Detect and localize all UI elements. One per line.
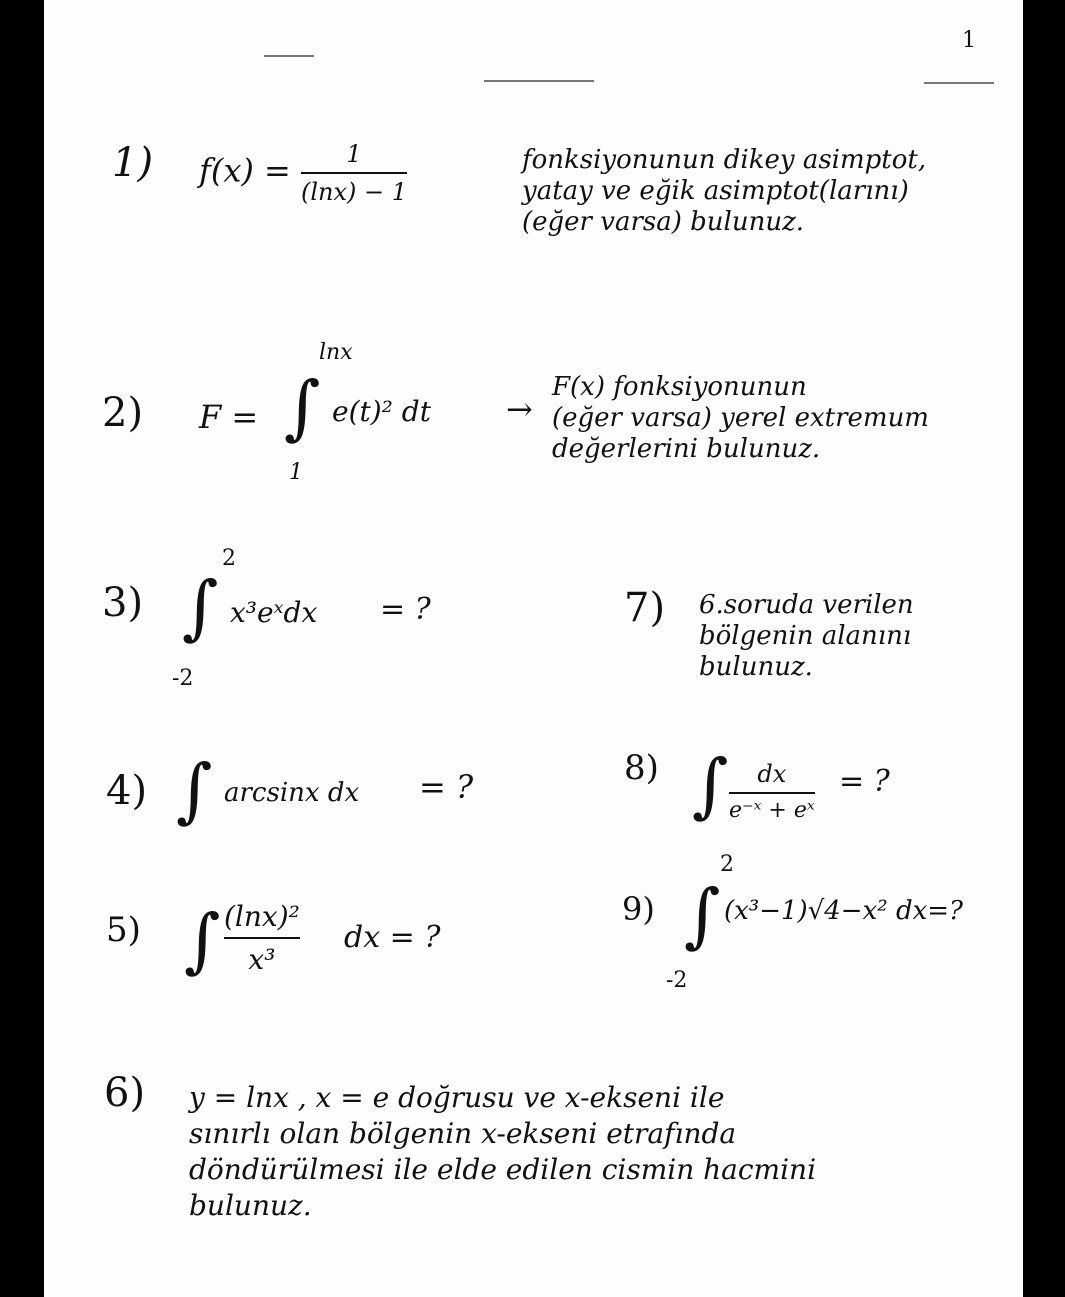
q7-text-line: 6.soruda verilen <box>699 590 914 620</box>
q5-fraction-wrap <box>224 900 300 976</box>
q9-number: 9) <box>622 890 655 928</box>
q6-text-line: sınırlı olan bölgenin x-ekseni etrafında <box>189 1117 737 1150</box>
q8-number: 8) <box>624 748 659 788</box>
q1-text-line: (eğer varsa) bulunuz. <box>522 207 805 237</box>
q4-number: 4) <box>106 768 148 814</box>
q4-tail: = ? <box>419 768 474 806</box>
q3-number: 3) <box>102 580 144 626</box>
page-number: 1 <box>962 28 976 53</box>
q2-text-line: değerlerini bulunuz. <box>552 434 821 464</box>
q1-function <box>199 140 407 206</box>
q5-number: 5) <box>106 910 141 950</box>
q2-text-line: (eğer varsa) yerel extremum <box>552 403 929 433</box>
worksheet-page <box>44 0 1023 1297</box>
q5-tail: dx = ? <box>344 920 441 955</box>
top-scribble-3 <box>924 82 994 84</box>
q5-denominator: x³ <box>248 943 276 976</box>
q1-denominator: (lnx) − 1 <box>301 178 408 206</box>
q7-text-line: bölgenin alanını <box>699 621 912 651</box>
q5-integral-sign: ∫ <box>184 899 221 981</box>
q6-text-line: döndürülmesi ile elde edilen cismin hacmini <box>189 1153 817 1186</box>
q1-text-line: yatay ve eğik asimptot(larını) <box>522 176 909 206</box>
top-scribble-2 <box>484 80 594 82</box>
q2-upper-limit: lnx <box>319 340 353 365</box>
q3-lower-limit: -2 <box>172 666 194 691</box>
q2-lower-limit: 1 <box>289 460 303 485</box>
q7-text-line: bulunuz. <box>699 652 813 682</box>
q2-lhs: F = <box>199 398 259 436</box>
q5-fraction-bar <box>224 937 300 939</box>
q5-numerator: (lnx)² <box>224 900 300 933</box>
q1-numerator: 1 <box>346 140 362 168</box>
q8-denominator: e⁻ˣ + eˣ <box>729 798 815 823</box>
q1-text-line: fonksiyonunun dikey asimptot, <box>522 145 927 175</box>
q2-number: 2) <box>102 390 144 436</box>
top-scribble-1 <box>264 55 314 57</box>
q7-text <box>699 590 914 683</box>
q1-number: 1) <box>112 140 154 186</box>
q4-integral-sign: ∫ <box>176 749 213 831</box>
q8-fraction-bar <box>729 792 815 794</box>
q1-fraction-bar <box>301 172 407 174</box>
q2-text-line: F(x) fonksiyonunun <box>552 372 807 402</box>
q3-tail: = ? <box>380 592 431 627</box>
q6-text-line: bulunuz. <box>189 1189 312 1222</box>
q4-integrand: arcsinx dx <box>224 778 360 808</box>
q8-numerator: dx <box>757 760 787 788</box>
q3-integral-sign: ∫ <box>182 566 219 648</box>
q1-lhs: f(x) = <box>199 151 291 190</box>
q6-text-line: y = lnx , x = e doğrusu ve x-ekseni ile <box>189 1081 725 1114</box>
q9-integrand: (x³−1)√4−x² dx=? <box>724 896 963 926</box>
q2-arrow: → <box>506 390 533 428</box>
q1-fraction <box>301 140 407 206</box>
q9-upper-limit: 2 <box>720 852 734 877</box>
q2-integral-sign: ∫ <box>284 366 321 448</box>
q7-number: 7) <box>624 585 666 631</box>
q2-integrand: e(t)² dt <box>332 395 431 428</box>
q8-fraction-wrap <box>729 760 815 823</box>
q9-lower-limit: -2 <box>666 968 688 993</box>
q3-upper-limit: 2 <box>222 546 236 571</box>
q5-fraction <box>224 900 300 976</box>
q8-fraction <box>729 760 815 823</box>
q9-integral-sign: ∫ <box>684 874 721 956</box>
q6-text <box>189 1080 816 1224</box>
q6-number: 6) <box>104 1070 146 1116</box>
q3-integrand: x³eˣdx <box>230 596 318 629</box>
q8-tail: = ? <box>839 764 890 799</box>
q8-integral-sign: ∫ <box>692 744 729 826</box>
q1-text <box>522 145 926 238</box>
q2-text <box>552 372 929 465</box>
